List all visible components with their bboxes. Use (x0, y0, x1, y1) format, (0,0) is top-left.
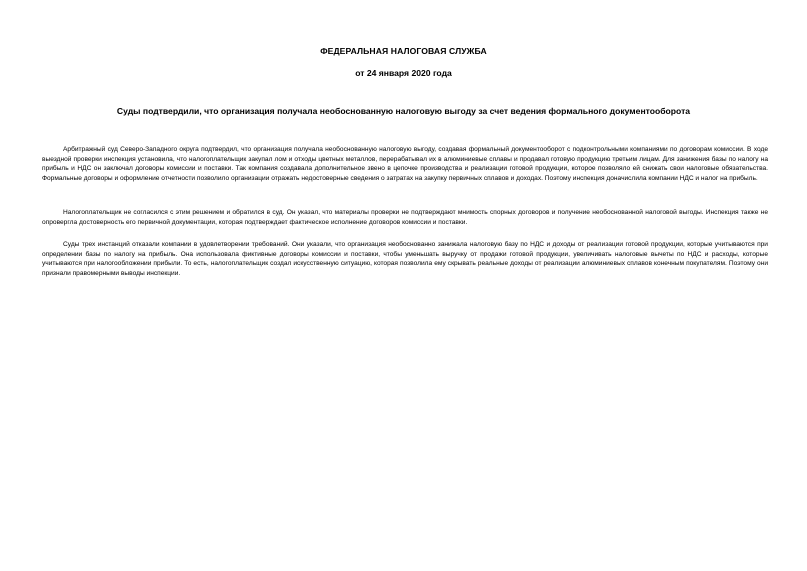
article-paragraph-2: Налогоплательщик не согласился с этим решением и обратился в суд. Он указал, что материалы проверки не подтверждают мнимость спорных договоров и получение необоснованной налоговой выгоды. Инспекция также не опровергла достоверность его первичной документации, которая подтверждает фактическое исполнение договоров комиссии и поставки. (42, 209, 768, 226)
organization-title: ФЕДЕРАЛЬНАЯ НАЛОГОВАЯ СЛУЖБА (320, 46, 487, 56)
document-date: от 24 января 2020 года (355, 68, 452, 78)
article-title: Суды подтвердили, что организация получала необоснованную налоговую выгоду за счет ведения формального документооборота (116, 106, 691, 116)
article-paragraph-1: Арбитражный суд Северо-Западного округа подтвердил, что организация получала необоснованную налоговую выгоду, создавая формальный документооборот с подконтрольными компаниями по договорам комиссии. В ходе выездной проверки инспекция установила, что налогоплательщик закупал лом и отходы цветных металлов, перерабатывал их в алюминиевые сплавы и продавал готовую продукцию третьим лицам. Для занижения базы по налогу на прибыль и НДС он заключал договоры комиссии и поставки. Так компания создавала дополнительное звено в цепочке производства и реализации готовой продукции, которое позволяло ей снижать свои налоговые обязательства. Формальные договоры и оформление отчетности позволило организации отражать недостоверные сведения о затратах на закупку первичных сплавов и доходах. Поэтому инспекция доначислила компании НДС и налог на прибыль. (42, 146, 768, 182)
article-paragraph-3: Суды трех инстанций отказали компании в удовлетворении требований. Они указали, что организация необоснованно занижала налоговую базу по НДС и доходы от реализации готовой продукции, которые учитываются при определении базы по налогу на прибыль. Она использовала фиктивные договоры комиссии и поставки, чтобы уменьшать выручку от продажи готовой продукции, увеличивать налоговые вычеты по НДС и расходы, которые учитываются при налогообложении прибыли. То есть, налогоплательщик создал искусственную ситуацию, которая позволила ему скрывать реальные доходы от реализации алюминиевых сплавов конечным покупателям. Поэтому они признали правомерными выводы инспекции. (42, 241, 768, 277)
